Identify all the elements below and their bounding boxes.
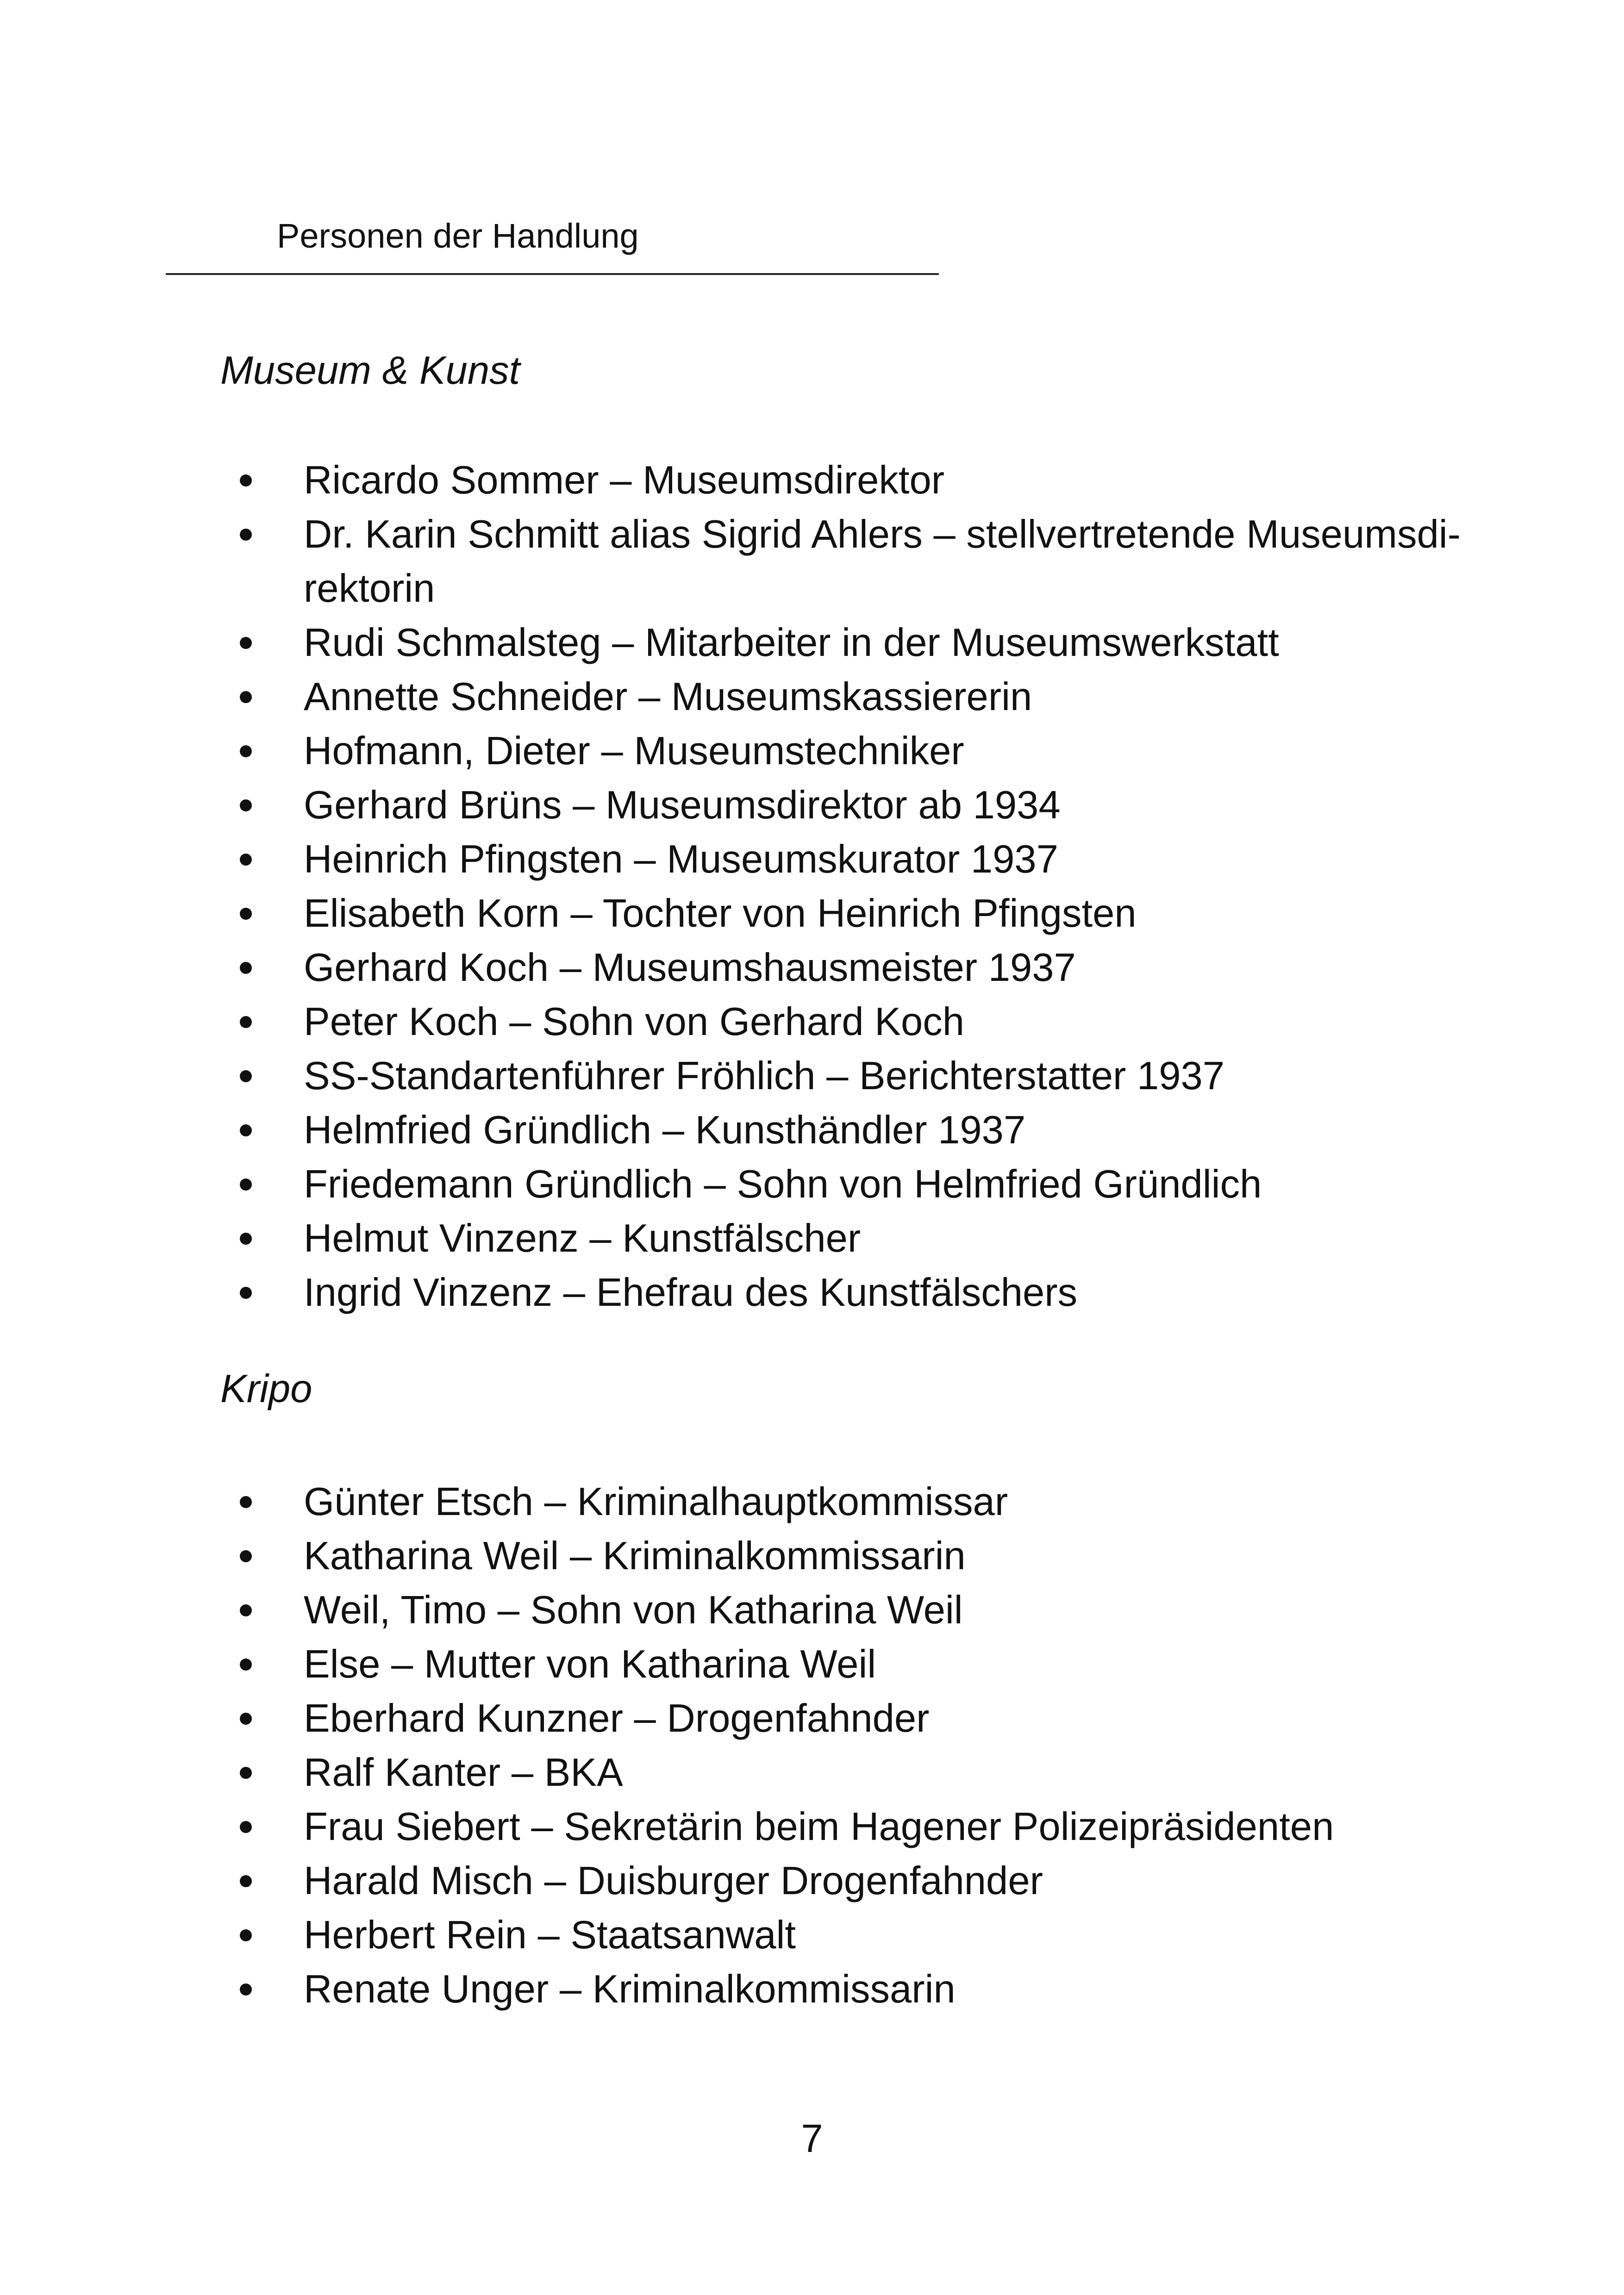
bullet-icon [240, 529, 252, 541]
person-text: Rudi Schmalsteg – Mitarbeiter in der Museumswerkstatt [304, 621, 1279, 665]
person-text: Ingrid Vinzenz – Ehefrau des Kunstfälschers [304, 1271, 1078, 1315]
bullet-icon [240, 1659, 252, 1671]
person-text: Friedemann Gründlich – Sohn von Helmfried Gründlich [304, 1162, 1262, 1206]
bullet-icon [240, 1070, 252, 1082]
person-text: Gerhard Koch – Museumshausmeister 1937 [304, 946, 1076, 990]
bullet-icon [240, 1821, 252, 1833]
person-text: Frau Siebert – Sekretärin beim Hagener Polizeipräsidenten [304, 1805, 1334, 1849]
person-text: Helmut Vinzenz – Kunstfälscher [304, 1216, 861, 1260]
section-title-museum: Museum & Kunst [220, 349, 520, 393]
bullet-icon [240, 908, 252, 920]
person-text: Dr. Karin Schmitt alias Sigrid Ahlers – stellvertretende Museumsdi- [304, 512, 1461, 556]
person-text: Elisabeth Korn – Tochter von Heinrich Pfingsten [304, 892, 1137, 935]
person-text: Annette Schneider – Museumskassiererin [304, 675, 1032, 719]
bullet-icon [240, 962, 252, 974]
person-text: Else – Mutter von Katharina Weil [304, 1642, 876, 1686]
person-text: Weil, Timo – Sohn von Katharina Weil [304, 1588, 963, 1632]
person-text: Günter Etsch – Kriminalhauptkommissar [304, 1480, 1008, 1524]
bullet-icon [240, 1713, 252, 1725]
bullet-icon [240, 854, 252, 866]
bullet-icon [240, 1496, 252, 1508]
person-text: Peter Koch – Sohn von Gerhard Koch [304, 1000, 964, 1044]
person-text: Gerhard Brüns – Museumsdirektor ab 1934 [304, 783, 1061, 827]
bullet-icon [240, 474, 252, 486]
bullet-icon [240, 1983, 252, 1996]
person-text: Ricardo Sommer – Museumsdirektor [304, 458, 945, 502]
person-text: Harald Misch – Duisburger Drogenfahnder [304, 1859, 1043, 1903]
bullet-icon [240, 637, 252, 649]
bullet-icon [240, 1604, 252, 1616]
bullet-icon [240, 1016, 252, 1028]
person-text: Ralf Kanter – BKA [304, 1751, 623, 1795]
header-title: Personen der Handlung [277, 217, 639, 255]
bullet-icon [240, 1287, 252, 1299]
person-text-continuation: rektorin [304, 567, 435, 611]
bullet-icon [240, 1124, 252, 1136]
bullet-icon [240, 1767, 252, 1779]
bullet-icon [240, 1929, 252, 1941]
page-number: 7 [801, 2117, 823, 2161]
person-text: Katharina Weil – Kriminalkommissarin [304, 1534, 966, 1578]
bullet-icon [240, 1179, 252, 1191]
section-title-kripo: Kripo [220, 1367, 312, 1411]
bullet-icon [240, 1550, 252, 1562]
person-text: Herbert Rein – Staatsanwalt [304, 1913, 796, 1957]
person-text: Helmfried Gründlich – Kunsthändler 1937 [304, 1108, 1026, 1152]
bullet-icon [240, 1875, 252, 1887]
bullet-icon [240, 1233, 252, 1245]
person-text: SS-Standartenführer Fröhlich – Berichterstatter 1937 [304, 1054, 1225, 1098]
person-text: Hofmann, Dieter – Museumstechniker [304, 729, 964, 773]
person-text: Renate Unger – Kriminalkommissarin [304, 1967, 956, 2011]
bullet-icon [240, 691, 252, 703]
bullet-icon [240, 799, 252, 811]
running-header [166, 211, 939, 275]
person-text: Eberhard Kunzner – Drogenfahnder [304, 1696, 930, 1740]
person-text: Heinrich Pfingsten – Museumskurator 1937 [304, 837, 1058, 881]
bullet-icon [240, 745, 252, 757]
